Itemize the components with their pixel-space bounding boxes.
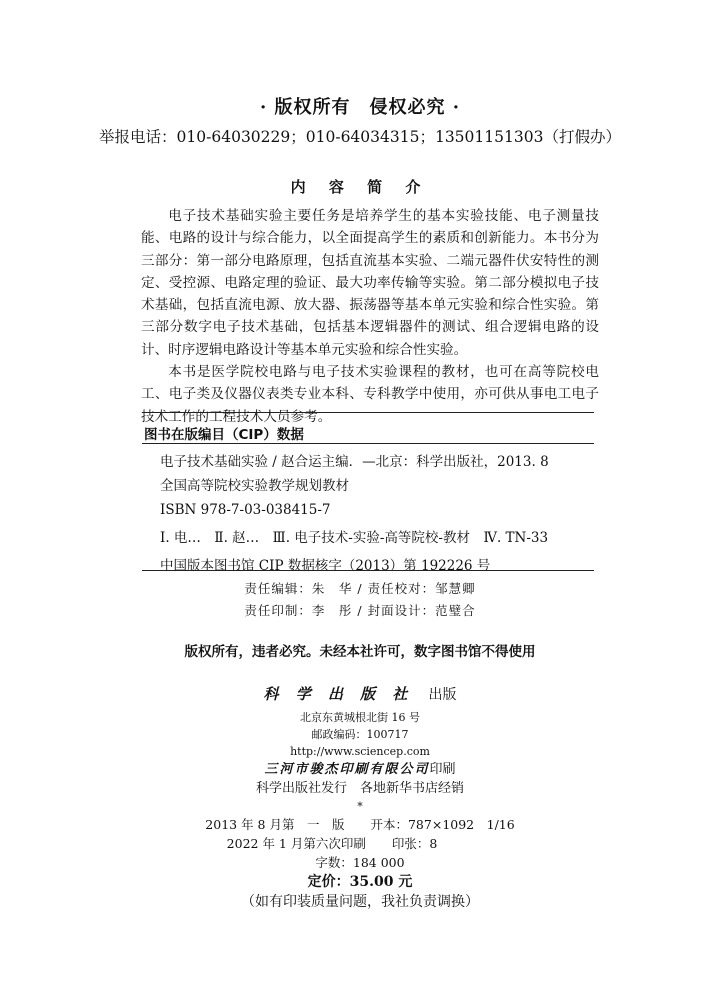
publisher-postcode: 邮政编码：100717: [311, 728, 409, 741]
introduction-paragraph: 本书是医学院校电路与电子技术实验课程的教材，也可在高等院校电工、电子类及仪器仪表类专业本科、专科教学中使用，亦可供从事电工电子技术工作的工程技术人员参考。: [141, 364, 599, 425]
cip-series-line: 全国高等院校实验教学规划教材: [160, 478, 349, 494]
price: 定价：35.00 元: [307, 874, 413, 890]
editor-credit-line: 责任编辑：朱 华 / 责任校对：邹慧卿: [244, 581, 476, 596]
introduction-paragraph: 电子技术基础实验主要任务是培养学生的基本实验技能、电子测量技能、电路的设计与综合能力，以全面提高学生的素质和创新能力。本书分为三部分：第一部分电路原理，包括直流基本实验、二端元器件伏安特性的测定、受控源、电路定理的验证、最大功率传输等实验。第二部分模拟电子技术基础，包括直流电源、放大器、振荡器等基本单元实验和综合性实验。第三部分数字电子技术基础，包括基本逻辑器件的测试、组合逻辑电路的设计、时序逻辑电路设计等基本单元实验和综合性实验。: [141, 208, 599, 358]
publisher-logo-text: 科 学 出 版 社: [263, 685, 414, 703]
replacement-notice: （如有印装质量问题，我社负责调换）: [241, 894, 479, 910]
printer-name: 三河市骏杰印刷有限公司: [264, 762, 430, 777]
publisher-line: [0, 680, 720, 709]
format-text: 开本：787×1092 1/16: [370, 817, 515, 832]
divider: [142, 443, 594, 444]
cip-bibliographic-line: 电子技术基础实验 / 赵合运主编．—北京：科学出版社，2013. 8: [160, 454, 549, 470]
publication-info: [0, 680, 720, 913]
printer-suffix: 印刷: [429, 762, 456, 777]
introduction-title: 内 容 简 介: [290, 178, 430, 196]
divider: [142, 412, 594, 413]
edition-row: [0, 815, 720, 834]
editorial-credits: [0, 578, 720, 622]
cip-data: [160, 450, 594, 578]
sheets-text: 印张：8: [391, 836, 438, 851]
cip-classification-line: Ⅰ. 电… Ⅱ. 赵… Ⅲ. 电子技术-实验-高等院校-教材 Ⅳ. TN-33: [160, 530, 549, 546]
divider: [142, 570, 594, 571]
cip-isbn-line: ISBN 978-7-03-038415-7: [160, 502, 331, 518]
editor-credit-line: 责任印制：李 彤 / 封面设计：范璧合: [244, 603, 476, 618]
cip-catalog-number: 中国版本图书馆 CIP 数据核字（2013）第 192226 号: [160, 558, 491, 574]
publisher-suffix: 出版: [428, 687, 457, 703]
publisher-website: http://www.sciencep.com: [290, 745, 430, 758]
copyright-title: · 版权所有 侵权必究 ·: [259, 97, 461, 118]
introduction-text: [141, 205, 599, 428]
printing-row: [0, 834, 720, 853]
edition-text: 2013 年 8 月第 一 版: [205, 817, 345, 832]
separator-mark: *: [357, 800, 363, 813]
report-hotline: 举报电话：010-64030229；010-64034315；13501151303（打假办）: [99, 128, 621, 146]
cip-title: 图书在版编目（CIP）数据: [144, 427, 304, 443]
printer-line: [0, 760, 720, 779]
printing-text: 2022 年 1 月第六次印刷: [226, 836, 366, 851]
usage-notice: 版权所有，违者必究。未经本社许可，数字图书馆不得使用: [184, 644, 536, 660]
word-count: 字数：184 000: [315, 855, 405, 870]
distribution-line: 科学出版社发行 各地新华书店经销: [255, 781, 464, 796]
publisher-address: 北京东黄城根北街 16 号: [300, 711, 420, 724]
